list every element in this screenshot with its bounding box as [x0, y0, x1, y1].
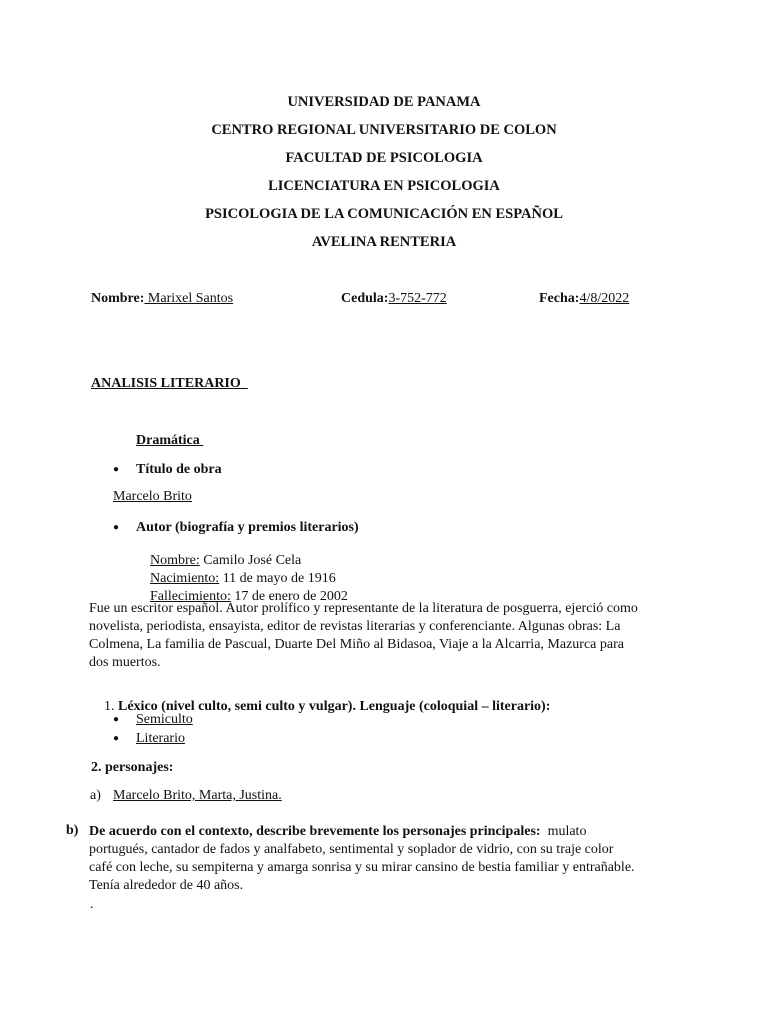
header-university: UNIVERSIDAD DE PANAMA: [287, 94, 481, 110]
header-regional-center: CENTRO REGIONAL UNIVERSITARIO DE COLON: [211, 122, 557, 138]
fecha-field: [539, 291, 629, 307]
student-name-field: [91, 291, 233, 307]
cedula-label: Cedula:: [341, 291, 389, 306]
lexico-number: 1.: [104, 699, 118, 714]
lexico-item: Semiculto: [136, 712, 193, 727]
personajes-a-marker: a): [90, 788, 101, 803]
nombre-label: Nombre:: [91, 291, 145, 306]
item-b-paragraph: [89, 823, 637, 895]
item-b-text: mulato portugués, cantador de fados y analfabeto, sentimental y soplador de vidrio, con su traje color café con leche, su sempiterna y amarga sonrisa y su mirar cansino de bestia familiar y entrañable. Tenía alrededor de 40 años.: [89, 824, 638, 893]
titulo-obra-value: Marcelo Brito: [113, 489, 192, 504]
bullet-icon: ●: [113, 714, 120, 725]
lexico-item: Literario: [136, 731, 185, 746]
genre-heading: Dramática: [136, 433, 204, 448]
item-b-marker: b): [66, 823, 79, 838]
nacimiento-value: 11 de mayo de 1916: [219, 571, 336, 586]
item-b-label: De acuerdo con el contexto, describe brevemente los personajes principales:: [89, 824, 541, 839]
trailing-period: .: [90, 897, 94, 912]
cedula-value: 3-752-772: [388, 291, 447, 306]
fecha-label: Fecha:: [539, 291, 580, 306]
fallecimiento-label: Fallecimiento:: [150, 589, 231, 604]
header-professor: AVELINA RENTERIA: [311, 234, 457, 250]
lexico-label: Léxico (nivel culto, semi culto y vulgar). Lenguaje (coloquial – literario):: [118, 699, 551, 714]
bullet-icon: ●: [113, 522, 120, 533]
nombre-value: Marixel Santos: [144, 291, 234, 306]
autor-nombre-label: Nombre:: [150, 553, 200, 568]
header-course: PSICOLOGIA DE LA COMUNICACIÓN EN ESPAÑOL: [205, 206, 563, 222]
personajes-a-value: Marcelo Brito, Marta, Justina.: [113, 788, 282, 803]
header-degree: LICENCIATURA EN PSICOLOGIA: [268, 178, 500, 194]
fallecimiento-value: 17 de enero de 2002: [230, 589, 348, 604]
nacimiento-label: Nacimiento:: [150, 571, 220, 586]
cedula-field: [341, 291, 447, 307]
bio-paragraph: Fue un escritor español. Autor prolífico y representante de la literatura de posguerra, ejerció como novelista, periodista, ensayista, editor de revistas literarias y conferenciante. Algunas obras: La Colmena, La familia de Pascual, Duarte Del Miño al Bidasoa, Viaje a la Alcarria, Mazurca para dos muertos.: [89, 601, 638, 670]
titulo-obra-label: Título de obra: [136, 462, 222, 477]
autor-nombre-value: Camilo José Cela: [199, 553, 302, 568]
header-faculty: FACULTAD DE PSICOLOGIA: [285, 150, 483, 166]
bullet-icon: ●: [113, 464, 120, 475]
bullet-icon: ●: [113, 733, 120, 744]
fecha-value: 4/8/2022: [579, 291, 630, 306]
autor-label: Autor (biografía y premios literarios): [136, 520, 359, 535]
personajes-heading: 2. personajes:: [91, 760, 174, 775]
section-title: ANALISIS LITERARIO: [91, 376, 248, 391]
